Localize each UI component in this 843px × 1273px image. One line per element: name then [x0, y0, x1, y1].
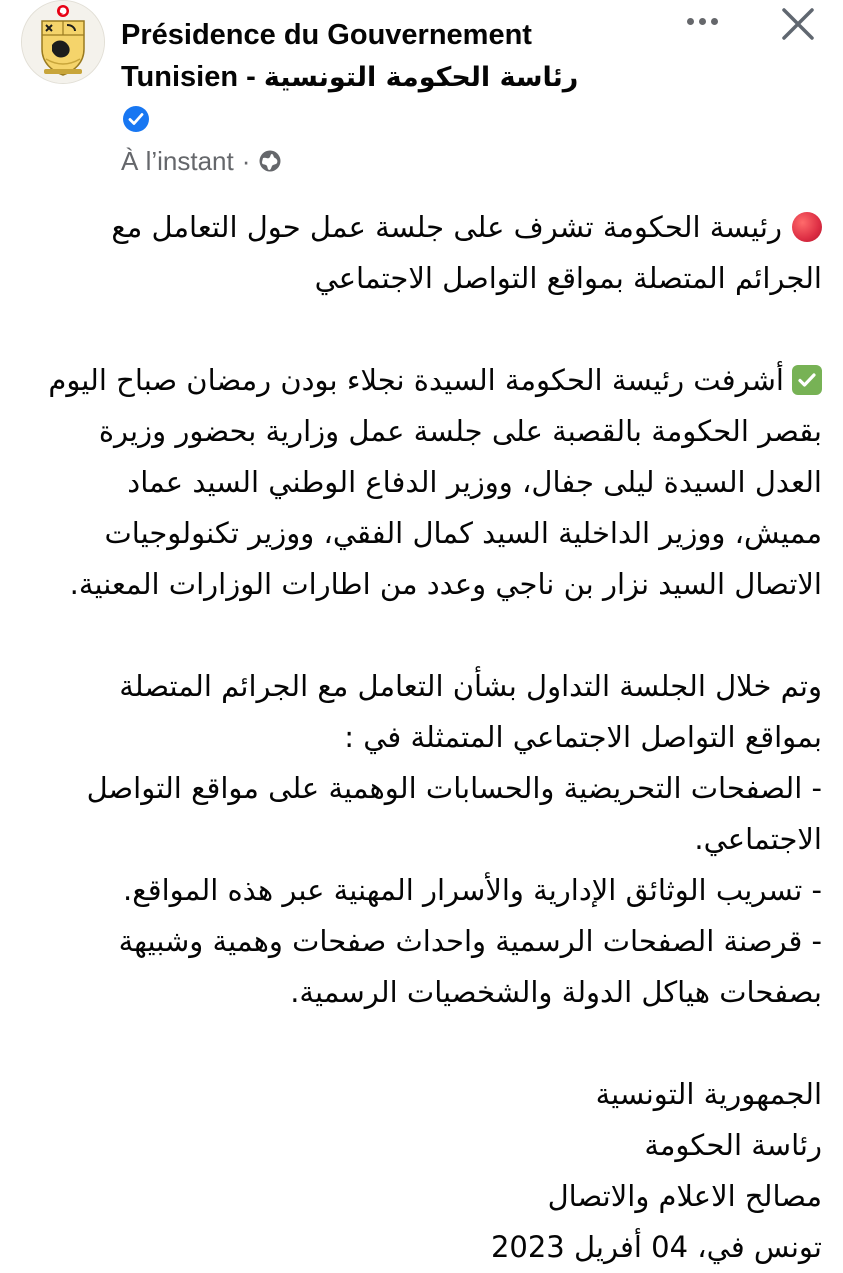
date-line: [40, 1222, 822, 1273]
date-day: 04: [651, 1230, 689, 1264]
post-headline: [40, 202, 822, 304]
headline-text: رئيسة الحكومة تشرف على جلسة عمل حول التعامل مع الجرائم المتصلة بمواقع التواصل الاجتماعي: [111, 210, 822, 295]
check-mark-icon: [792, 365, 822, 395]
post-meta: [121, 143, 282, 179]
close-icon[interactable]: [776, 2, 820, 46]
date-prefix: تونس في،: [697, 1230, 822, 1264]
page-avatar[interactable]: [21, 0, 105, 84]
spacer: [40, 1018, 822, 1069]
verified-badge-icon: [122, 105, 150, 133]
bullet-1: - الصفحات التحريضية والحسابات الوهمية على مواقع التواصل الاجتماعي.: [86, 771, 822, 856]
more-options-button[interactable]: [679, 4, 725, 38]
spacer: [40, 610, 822, 661]
post-body: [40, 202, 822, 1273]
more-dot: [711, 18, 718, 25]
page-name-ar: رئاسة الحكومة التونسية: [263, 62, 579, 93]
red-circle-icon: [792, 212, 822, 242]
post-header: [0, 0, 843, 185]
paragraph-1: [40, 355, 822, 610]
paragraph-1-text: أشرفت رئيسة الحكومة السيدة نجلاء بودن رمضان صباح اليوم بقصر الحكومة بالقصبة على جلسة عمل وزارية بحضور وزيرة العدل السيدة ليلى جفال، ووزير الدفاع الوطني السيد عماد مميش، ووزير الداخلية السيد كمال الفقي، ووزير تكنولوجيات الاتصال السيد نزار بن ناجي وعدد من اطارات الوزارات المعنية.: [48, 363, 822, 601]
meta-separator: ·: [241, 145, 251, 176]
date-month: أفريل: [573, 1230, 642, 1264]
bullet-3: - قرصنة الصفحات الرسمية واحداث صفحات وهمية وشبيهة بصفحات هياكل الدولة والشخصيات الرسمية.: [118, 924, 822, 1009]
more-dot: [687, 18, 694, 25]
signature-line-1: الجمهورية التونسية: [595, 1077, 822, 1111]
paragraph-2-intro: وتم خلال الجلسة التداول بشأن التعامل مع الجرائم المتصلة بمواقع التواصل الاجتماعي المتمثلة في :: [119, 669, 822, 754]
signature-line-3: مصالح الاعلام والاتصال: [547, 1179, 822, 1213]
globe-icon[interactable]: [258, 149, 282, 173]
page-name[interactable]: [121, 14, 641, 99]
page-name-fr-line2: Tunisien -: [121, 61, 256, 93]
more-dot: [699, 18, 706, 25]
spacer: [40, 304, 822, 355]
page-name-fr: Présidence du Gouvernement: [121, 19, 532, 51]
timestamp[interactable]: À l’instant: [121, 145, 234, 176]
coat-of-arms-icon: [22, 1, 104, 83]
signature-line-2: رئاسة الحكومة: [644, 1128, 822, 1162]
date-year: 2023: [490, 1230, 565, 1264]
bullet-2: - تسريب الوثائق الإدارية والأسرار المهنية عبر هذه المواقع.: [123, 873, 822, 907]
